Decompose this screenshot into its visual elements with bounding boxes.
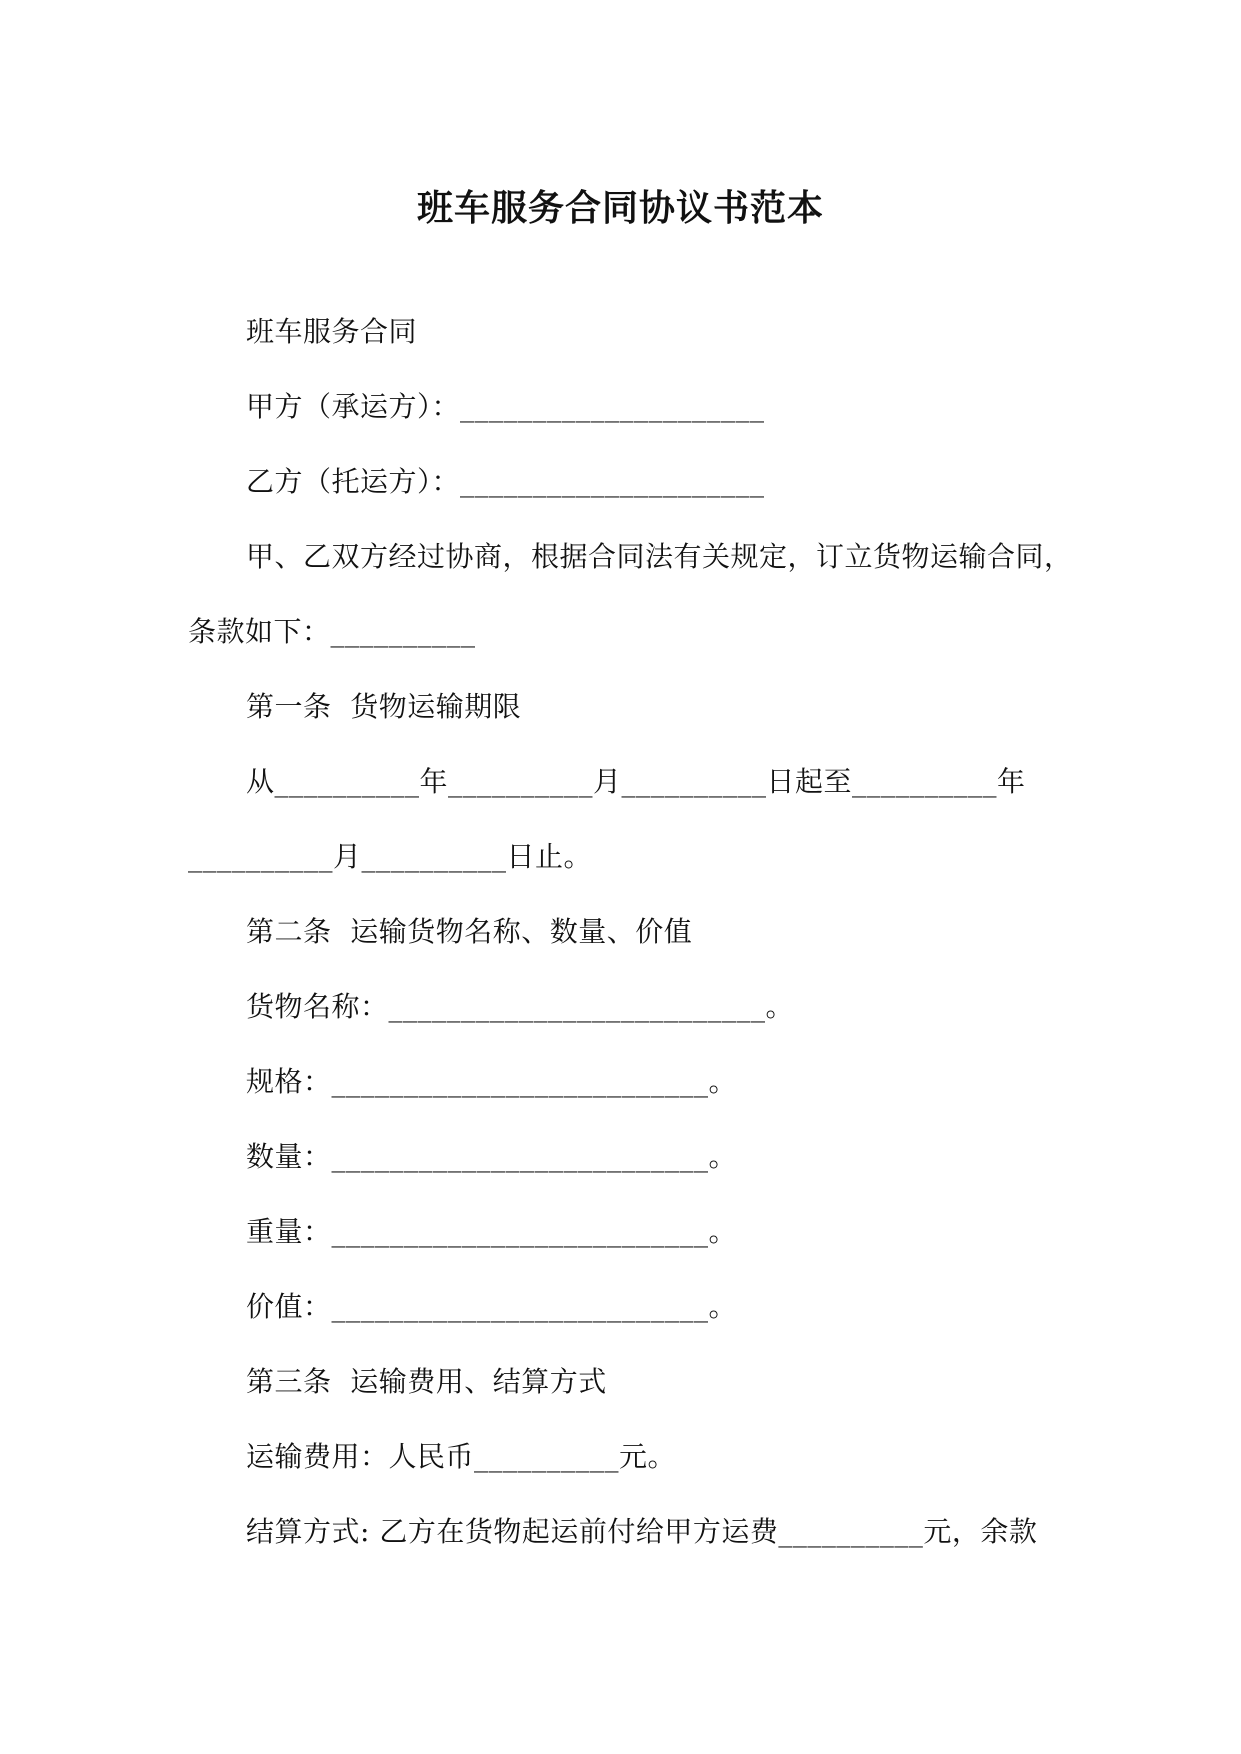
line-freight-fee: 运输费用：人民币__________元。 [246, 1440, 677, 1473]
line-party-a: 甲方（承运方）：_____________________ [246, 390, 765, 423]
line-article-1-heading: 第一条 货物运输期限 [246, 690, 522, 723]
document-title: 班车服务合同协议书范本 [416, 187, 824, 229]
line-period-from: 从__________年__________月__________日起至__________年 [246, 765, 1026, 798]
line-article-3-heading: 第三条 运输费用、结算方式 [246, 1365, 607, 1398]
line-article-2-heading: 第二条 运输货物名称、数量、价值 [246, 915, 693, 948]
line-goods-value: 价值：__________________________。 [246, 1290, 738, 1323]
line-contract-name: 班车服务合同 [246, 315, 418, 348]
line-preamble-cont: 条款如下：__________ [188, 615, 476, 648]
line-goods-weight: 重量：__________________________。 [246, 1215, 738, 1248]
line-goods-name: 货物名称：__________________________。 [246, 990, 795, 1023]
line-period-to: __________月__________日止。 [188, 840, 593, 873]
line-settlement-method: 结算方式: 乙方在货物起运前付给甲方运费__________元，余款 [246, 1515, 1038, 1548]
line-goods-quantity: 数量：__________________________。 [246, 1140, 738, 1173]
line-goods-spec: 规格：__________________________。 [246, 1065, 738, 1098]
line-preamble: 甲、乙双方经过协商，根据合同法有关规定，订立货物运输合同， [246, 540, 1073, 573]
line-party-b: 乙方（托运方）：_____________________ [246, 465, 765, 498]
